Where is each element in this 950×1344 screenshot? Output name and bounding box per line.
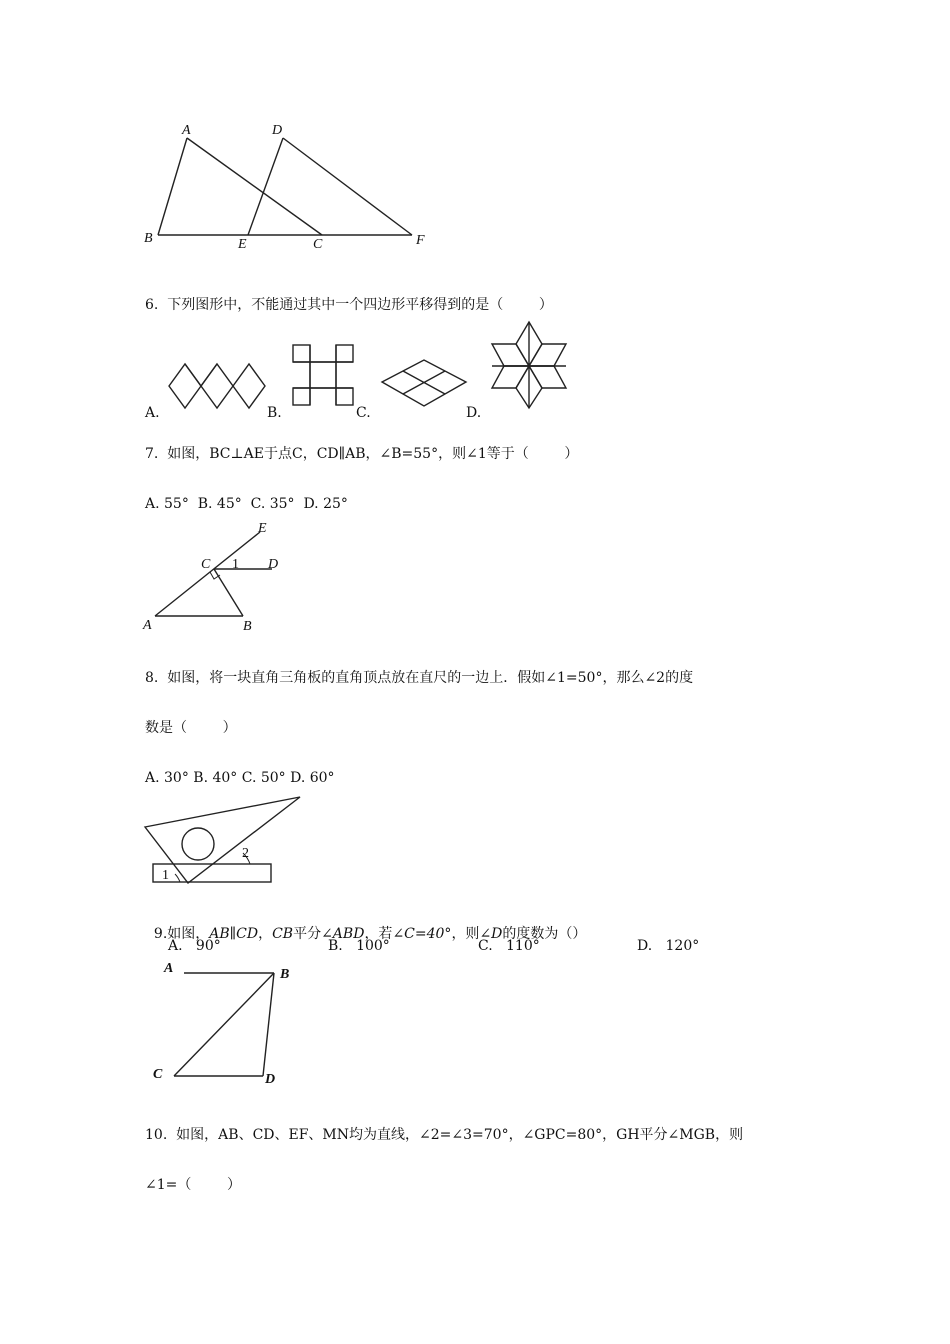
q6-option-b-squares xyxy=(290,342,360,412)
q9-choice-a: A. 90° xyxy=(168,938,221,954)
label-C: C xyxy=(313,237,323,252)
question-10-line2: ∠1=（ ） xyxy=(145,1177,241,1193)
figure-q9-parallel-lines xyxy=(150,958,300,1090)
label-angle-1: 1 xyxy=(232,557,239,572)
q9-mid: 平分 xyxy=(293,926,322,942)
q9-mid3: ，则 xyxy=(451,926,480,942)
label-E: E xyxy=(258,521,267,536)
question-7-text: 7. 如图，BC⊥AE于点C，CD∥AB，∠B=55°，则∠1等于（ ） xyxy=(145,446,579,462)
q6-option-c-label: C. xyxy=(356,405,371,421)
label-angle-2: 2 xyxy=(242,846,249,861)
label-F: F xyxy=(416,233,425,248)
figure-translated-triangles xyxy=(140,118,440,258)
question-8-line1: 8. 如图，将一块直角三角板的直角顶点放在直尺的一边上．假如∠1=50°，那么∠2的度 xyxy=(145,670,694,686)
q6-option-d-label: D. xyxy=(466,405,482,421)
q6-option-a-label: A. xyxy=(145,405,160,421)
q9-choice-d: D. 120° xyxy=(637,938,700,954)
figure-q8-set-square-ruler xyxy=(140,794,310,886)
q6-option-a-diamonds xyxy=(165,360,275,412)
label-A: A xyxy=(164,961,174,976)
question-7-choices: A. 55° B. 45° C. 35° D. 25° xyxy=(145,496,348,512)
label-E: E xyxy=(238,237,247,252)
question-8-choices: A. 30° B. 40° C. 50° D. 60° xyxy=(145,770,335,786)
q9-mid2: ，若 xyxy=(364,926,393,942)
label-C: C xyxy=(153,1067,163,1082)
question-10-line1: 10. 如图，AB、CD、EF、MN均为直线，∠2=∠3=70°，∠GPC=80°，GH平分∠MGB，则 xyxy=(145,1127,744,1143)
q9-choice-c: C. 110° xyxy=(478,938,540,954)
label-D: D xyxy=(265,1072,276,1087)
q9-math-angle-d: ∠D xyxy=(479,926,503,942)
q9-suffix: 的度数为（） xyxy=(502,926,587,942)
label-B: B xyxy=(280,967,290,982)
figure-q7-perpendicular xyxy=(140,518,300,636)
label-angle-1: 1 xyxy=(162,868,169,883)
q6-option-b-label: B. xyxy=(267,405,282,421)
q9-math-parallel: AB∥CD xyxy=(209,926,259,942)
q9-prefix: 9.如图， xyxy=(153,926,210,942)
q6-option-c-rhombus xyxy=(378,356,470,412)
label-D: D xyxy=(268,557,279,572)
label-A: A xyxy=(182,123,191,138)
label-B: B xyxy=(243,619,252,634)
label-C: C xyxy=(201,557,211,572)
q9-sep: ， xyxy=(258,926,273,942)
q9-math-angle-abd: ∠ABD xyxy=(321,926,365,942)
q9-math-angle-c: ∠C=40° xyxy=(392,926,452,942)
q9-choice-b: B. 100° xyxy=(328,938,390,954)
q6-option-d-star xyxy=(488,320,570,412)
label-D: D xyxy=(272,123,283,138)
q9-math-cb: CB xyxy=(272,926,294,942)
label-A: A xyxy=(143,618,152,633)
question-6-text: 6. 下列图形中，不能通过其中一个四边形平移得到的是（ ） xyxy=(145,297,553,313)
label-B: B xyxy=(144,231,153,246)
question-8-line2: 数是（ ） xyxy=(145,720,237,736)
